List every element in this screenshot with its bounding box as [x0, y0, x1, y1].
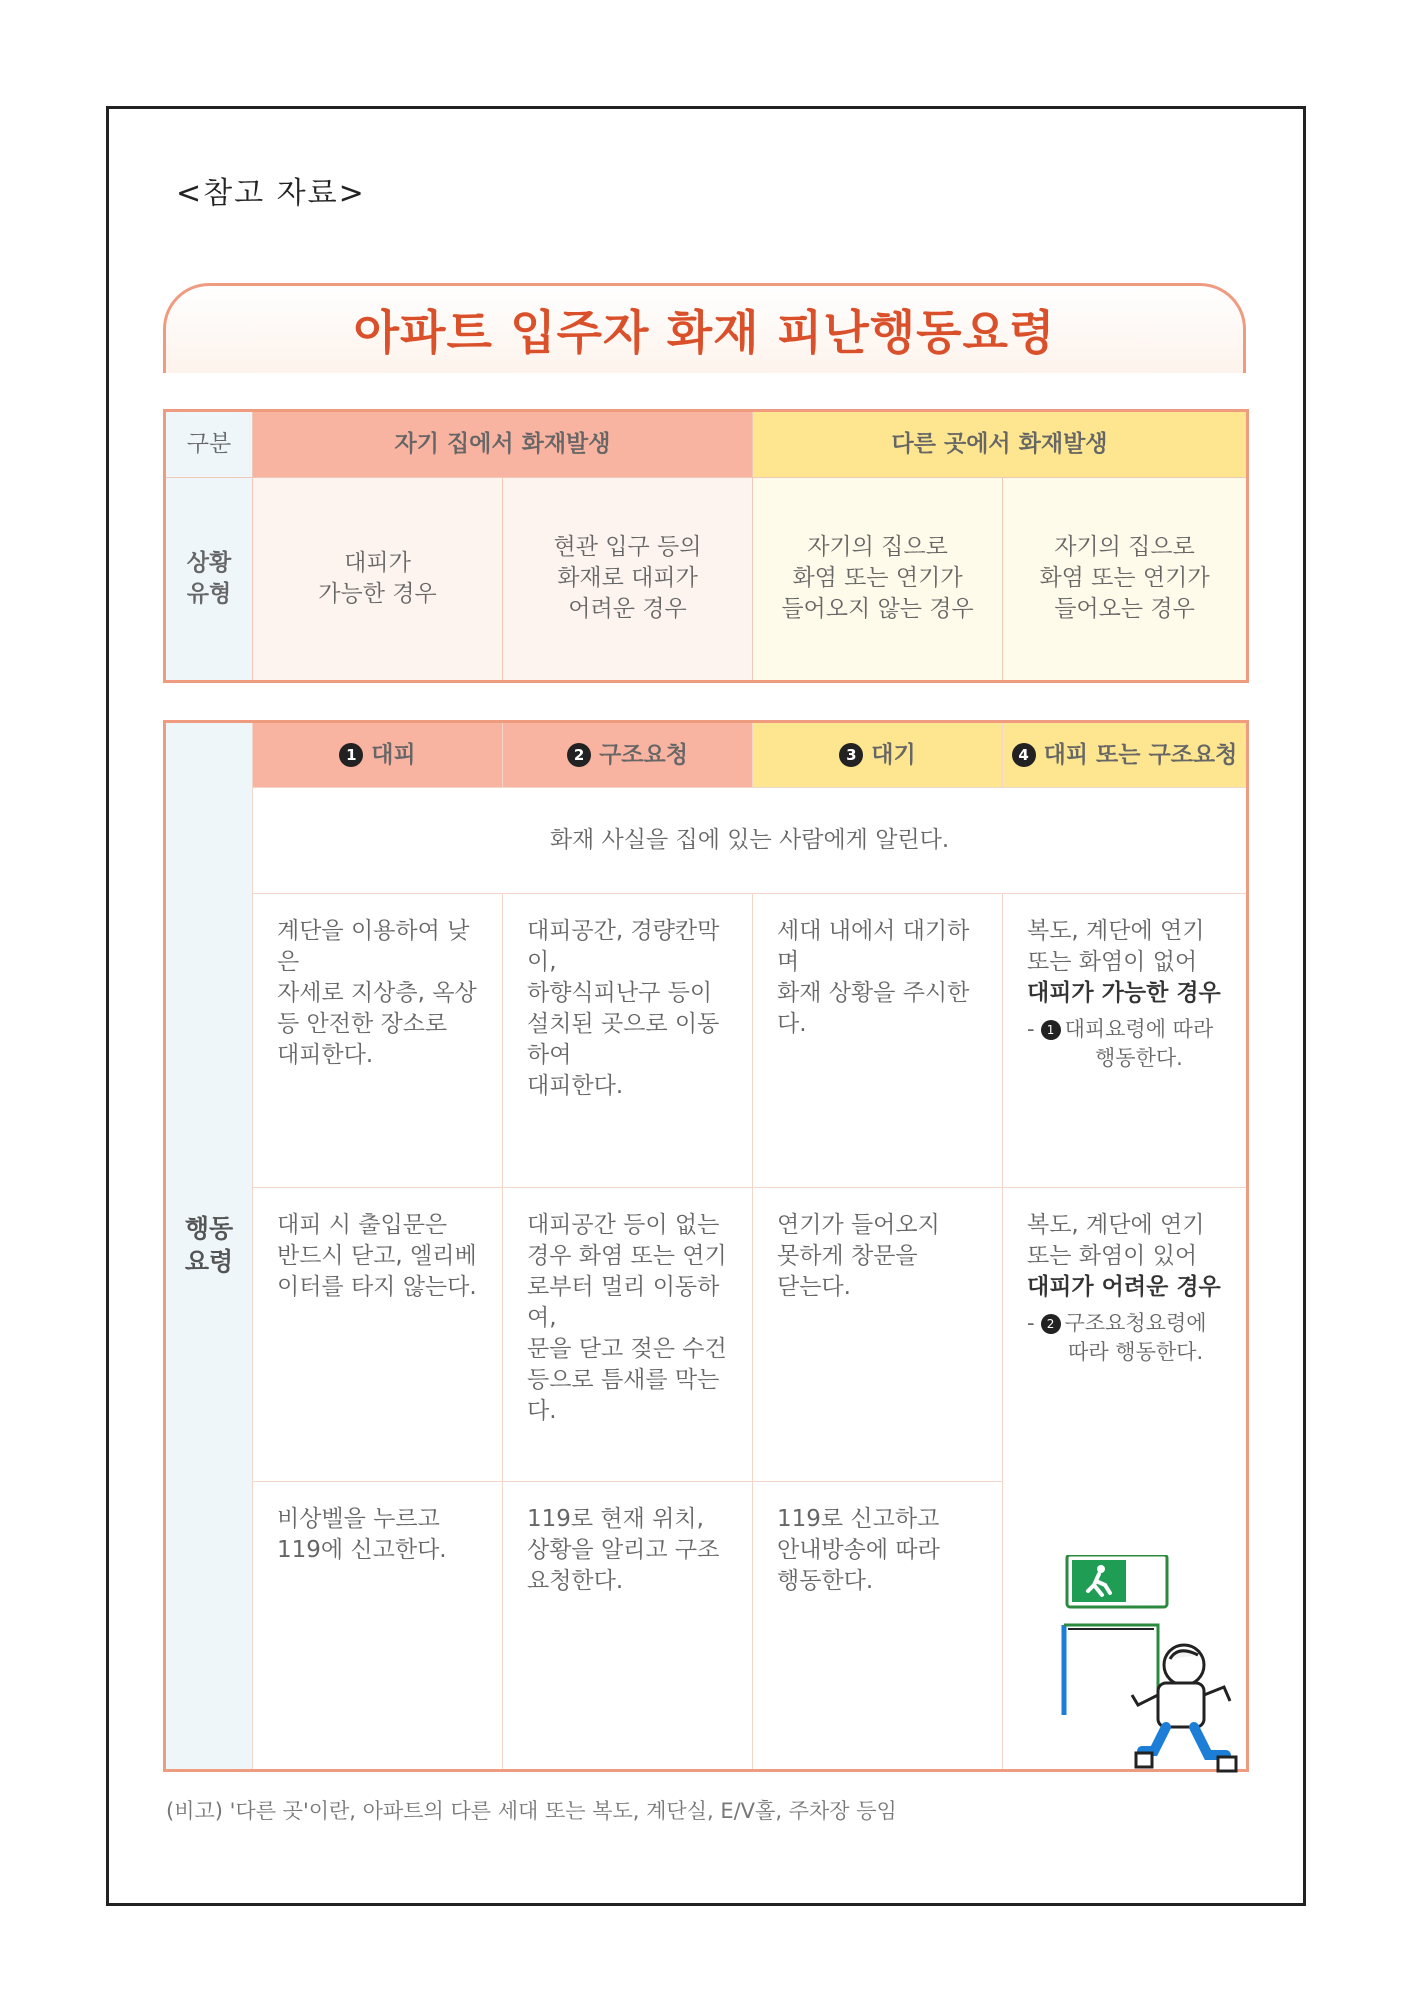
- group-elsewhere: 다른 곳에서 화재발생: [753, 411, 1248, 478]
- number-badge-icon: 2: [1041, 1314, 1061, 1334]
- action-text: 119로 현재 위치, 상황을 알리고 구조 요청한다.: [527, 1506, 720, 1595]
- situation-table: [163, 409, 1249, 683]
- number-badge-icon: 2: [567, 743, 591, 767]
- action-note: [1027, 1015, 1226, 1073]
- number-badge-icon: 1: [1041, 1020, 1061, 1040]
- common-step: 화재 사실을 집에 있는 사람에게 알린다.: [549, 827, 950, 854]
- number-badge-icon: 1: [339, 743, 363, 767]
- action-cell: [503, 1188, 753, 1482]
- common-step-cell: [253, 788, 1248, 894]
- note-text: 대피요령에 따라 행동한다.: [1064, 1017, 1214, 1071]
- action-text: 계단을 이용하여 낮은 자세로 지상층, 옥상 등 안전한 장소로 대피한다.: [277, 918, 477, 1069]
- action-text: 복도, 계단에 연기 또는 화염이 없어: [1027, 918, 1205, 976]
- emergency-exit-illustration-icon: [1058, 1555, 1244, 1777]
- action-header-1: [253, 722, 503, 788]
- number-badge-icon: 3: [839, 743, 863, 767]
- action-header-label: 대피 또는 구조요청: [1043, 741, 1238, 768]
- action-text: 대피 시 출입문은 반드시 닫고, 엘리베 이터를 타지 않는다.: [277, 1212, 477, 1301]
- action-cell: [253, 1482, 503, 1771]
- action-text: 비상벨을 누르고 119에 신고한다.: [277, 1506, 447, 1564]
- title-box: [163, 283, 1246, 373]
- group-own-home: 자기 집에서 화재발생: [253, 411, 753, 478]
- action-cell: [253, 894, 503, 1188]
- action-text-block: [1003, 894, 1246, 1073]
- situation-row-label: [165, 477, 253, 681]
- action-text: 세대 내에서 대기하며 화재 상황을 주시한다.: [777, 918, 970, 1038]
- situation-cell: [253, 477, 503, 681]
- situation-text: 자기의 집으로 화염 또는 연기가 들어오지 않는 경우: [781, 534, 974, 623]
- reference-label: <참고 자료>: [176, 176, 366, 211]
- situation-text: 현관 입구 등의 화재로 대피가 어려운 경우: [553, 534, 702, 623]
- action-row-label-text: 행동 요령: [184, 1214, 234, 1276]
- action-row-label: [165, 722, 253, 1771]
- number-badge-icon: 4: [1012, 743, 1036, 767]
- corner-label: 구분: [165, 411, 253, 478]
- action-note: [1027, 1309, 1226, 1367]
- situation-cell: [753, 477, 1003, 681]
- action-header-2: [503, 722, 753, 788]
- note-dash: -: [1027, 1017, 1035, 1042]
- action-header-3: [753, 722, 1003, 788]
- action-header-label: 대기: [871, 741, 916, 768]
- action-cell: [753, 1188, 1003, 1482]
- situation-cell: [1003, 477, 1248, 681]
- situation-text: 자기의 집으로 화염 또는 연기가 들어오는 경우: [1039, 534, 1210, 623]
- action-text: 대피공간 등이 없는 경우 화염 또는 연기 로부터 멀리 이동하여, 문을 닫고 젖은 수건 등으로 틈새를 막는다.: [527, 1212, 727, 1425]
- action-text: 연기가 들어오지 못하게 창문을 닫는다.: [777, 1212, 940, 1301]
- action-text: 대피공간, 경량칸막이, 하향식피난구 등이 설치된 곳으로 이동하여 대피한다.: [527, 918, 720, 1100]
- situation-text: 대피가 가능한 경우: [318, 549, 437, 607]
- action-text: 119로 신고하고 안내방송에 따라 행동한다.: [777, 1506, 940, 1595]
- action-header-label: 대피: [371, 741, 416, 768]
- action-text-block: [1003, 1188, 1246, 1367]
- note-text: 구조요청요령에 따라 행동한다.: [1064, 1311, 1207, 1365]
- action-header-4: [1003, 722, 1248, 788]
- action-cell: [253, 1188, 503, 1482]
- footnote: (비고) '다른 곳'이란, 아파트의 다른 세대 또는 복도, 계단실, E/V홀, 주차장 등임: [166, 1799, 897, 1823]
- action-cell: [503, 1482, 753, 1771]
- action-header-label: 구조요청: [599, 741, 688, 768]
- page-title: 아파트 입주자 화재 피난행동요령: [353, 306, 1056, 361]
- action-cell: [753, 894, 1003, 1188]
- situation-cell: [503, 477, 753, 681]
- action-cell: [1003, 894, 1248, 1188]
- note-dash: -: [1027, 1311, 1035, 1336]
- action-strong-text: 대피가 가능한 경우: [1027, 980, 1221, 1007]
- action-strong-text: 대피가 어려운 경우: [1027, 1274, 1221, 1301]
- action-text: 복도, 계단에 연기 또는 화염이 있어: [1027, 1212, 1205, 1270]
- action-cell: [753, 1482, 1003, 1771]
- situation-row-label-text: 상황 유형: [186, 549, 232, 607]
- action-cell: [503, 894, 753, 1188]
